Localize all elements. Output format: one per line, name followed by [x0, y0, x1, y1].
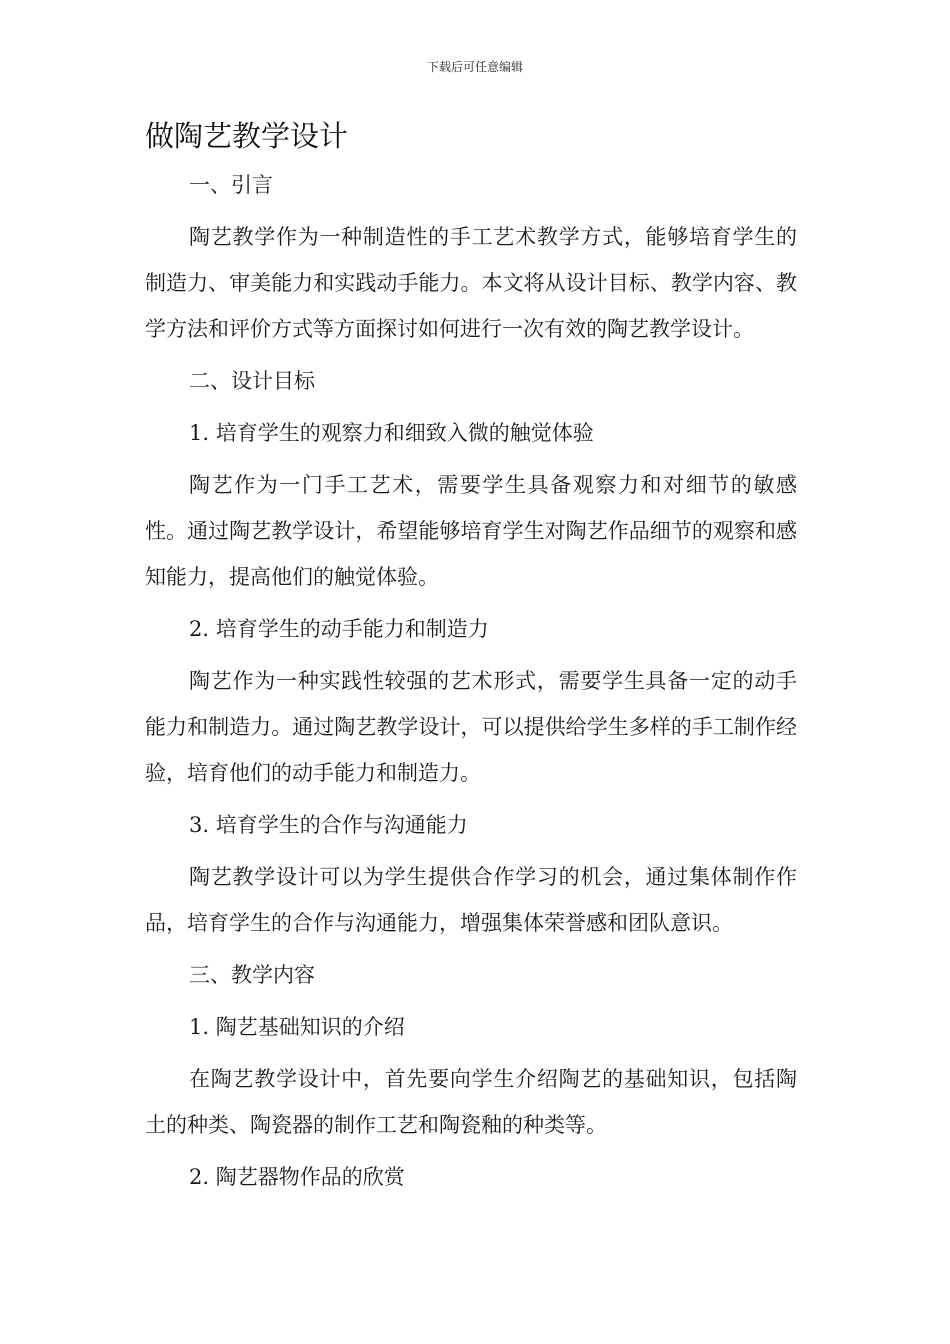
paragraph-content-1: 在陶艺教学设计中，首先要向学生介绍陶艺的基础知识，包括陶土的种类、陶瓷器的制作工艺和陶瓷釉的种类等。 — [145, 1067, 797, 1137]
subheading-goal-2: 2. 培育学生的动手能力和制造力 — [189, 617, 489, 641]
paragraph-goal-3: 陶艺教学设计可以为学生提供合作学习的机会，通过集体制作作品，培育学生的合作与沟通能力，增强集体荣誉感和团队意识。 — [145, 865, 797, 935]
subheading-goal-1: 1. 培育学生的观察力和细致入微的触觉体验 — [189, 421, 594, 445]
paragraph-goal-1: 陶艺作为一门手工艺术，需要学生具备观察力和对细节的敏感性。通过陶艺教学设计，希望能够培育学生对陶艺作品细节的观察和感知能力，提高他们的触觉体验。 — [145, 473, 797, 589]
document-title: 做陶艺教学设计 — [145, 119, 349, 153]
document-body — [145, 162, 797, 1200]
section-heading-introduction: 一、引言 — [189, 173, 273, 197]
paragraph-goal-2: 陶艺作为一种实践性较强的艺术形式，需要学生具备一定的动手能力和制造力。通过陶艺教学设计，可以提供给学生多样的手工制作经验，培育他们的动手能力和制造力。 — [145, 669, 797, 785]
subheading-goal-3: 3. 培育学生的合作与沟通能力 — [189, 813, 468, 837]
page-header-note: 下载后可任意编辑 — [426, 60, 523, 74]
subheading-content-1: 1. 陶艺基础知识的介绍 — [189, 1015, 405, 1039]
section-heading-teaching-content: 三、教学内容 — [189, 963, 315, 987]
subheading-content-2: 2. 陶艺器物作品的欣赏 — [189, 1165, 405, 1189]
section-heading-design-goals: 二、设计目标 — [189, 369, 315, 393]
paragraph-introduction: 陶艺教学作为一种制造性的手工艺术教学方式，能够培育学生的制造力、审美能力和实践动手能力。本文将从设计目标、教学内容、教学方法和评价方式等方面探讨如何进行一次有效的陶艺教学设计。 — [145, 225, 797, 341]
